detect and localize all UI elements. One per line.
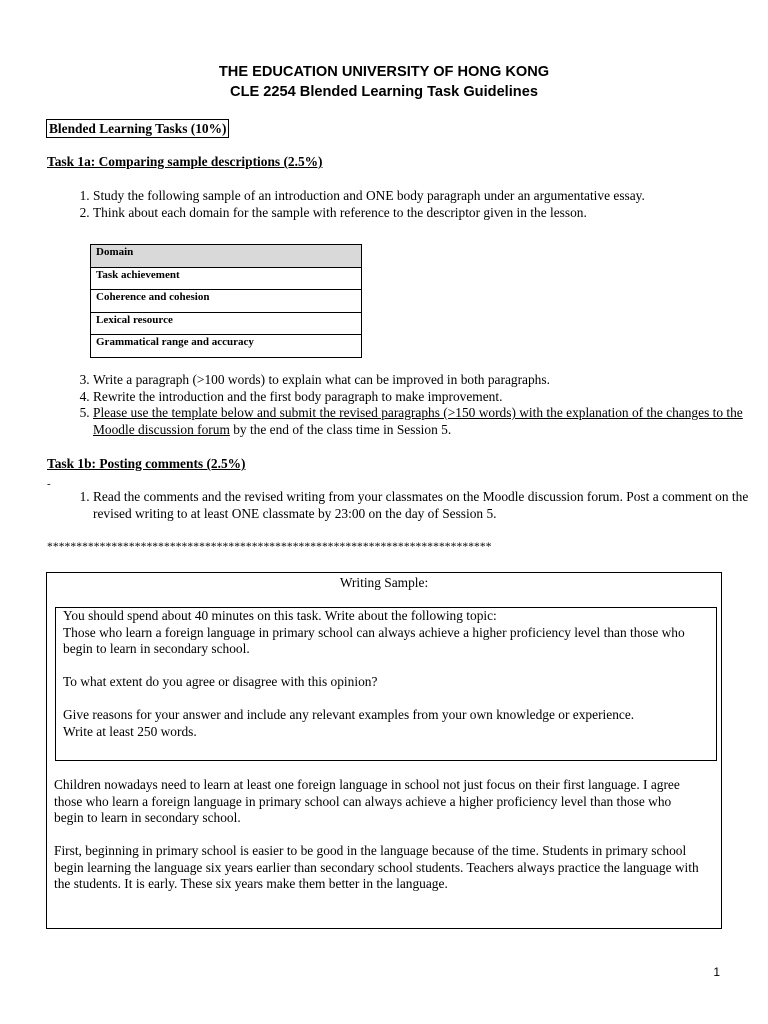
document-header	[0, 63, 768, 102]
course-title: CLE 2254 Blended Learning Task Guidelines	[230, 83, 538, 100]
task-1b-step-1: 1. Read the comments and the revised writing from your classmates on the Moodle discussion forum. Post a comment on the revised writing to at least ONE classmate by 23:00 on the day of Session 5.	[93, 489, 768, 522]
university-name: THE EDUCATION UNIVERSITY OF HONG KONG	[218, 64, 550, 80]
task-1a-steps-list-continued	[47, 372, 768, 438]
task-1a-step-3: 3. Write a paragraph (>100 words) to explain what can be improved in both paragraphs.	[93, 372, 768, 389]
task-1a-step-4: 4. Rewrite the introduction and the first body paragraph to make improvement.	[93, 389, 768, 406]
task-1b-heading: Task 1b: Posting comments (2.5%)	[47, 456, 246, 471]
prompt-instruction: You should spend about 40 minutes on this task. Write about the following topic:	[63, 608, 497, 623]
blended-learning-heading: Blended Learning Tasks (10%)	[46, 119, 229, 138]
prompt-word-count: Write at least 250 words.	[63, 723, 197, 739]
task-1a-step-2: 2. Think about each domain for the sample with reference to the descriptor given in the lesson.	[93, 205, 768, 222]
prompt-topic: Those who learn a foreign language in primary school can always achieve a higher proficiency level than those who begin to learn in secondary school.	[63, 624, 685, 656]
page-number: 1	[713, 965, 720, 979]
essay-paragraph-1: Children nowadays need to learn at least one foreign language in school not just focus on their first language. I agree those who learn a foreign language in primary school can always achieve a higher proficiency level than those who begin to learn in secondary school.	[54, 777, 680, 825]
task-1a-step-5	[93, 405, 768, 438]
writing-prompt-box	[55, 607, 717, 761]
task-1a-step-5-underlined: Please use the template below and submit the revised paragraphs (>150 words) with the explanation of the changes to the Moodle discussion forum	[93, 405, 743, 437]
task-1b-steps-list	[47, 489, 768, 522]
domain-row-grammar: Grammatical range and accuracy	[91, 335, 362, 358]
domain-table-header: Domain	[91, 245, 362, 268]
task-1a-step-1: 1. Study the following sample of an introduction and ONE body paragraph under an argumentative essay.	[93, 188, 768, 205]
domain-row-task-achievement: Task achievement	[91, 267, 362, 290]
asterisk-separator: ****************************************************************************	[47, 541, 492, 553]
task-1a-heading: Task 1a: Comparing sample descriptions (2.5%)	[47, 154, 323, 169]
task-1a-steps-list	[47, 188, 768, 221]
prompt-question: To what extent do you agree or disagree with this opinion?	[63, 674, 378, 689]
domain-row-coherence: Coherence and cohesion	[91, 290, 362, 313]
essay-text	[54, 777, 704, 893]
essay-paragraph-2: First, beginning in primary school is easier to be good in the language because of the time. Students in primary school begin learning the language six years earlier than secondary school students. Teachers always practice the language with the students. It is early. These six years make them better in the language.	[54, 843, 699, 891]
writing-sample-title: Writing Sample:	[339, 575, 429, 590]
domain-row-lexical: Lexical resource	[91, 312, 362, 335]
stray-dash: -	[47, 478, 51, 490]
prompt-reasons: Give reasons for your answer and include any relevant examples from your own knowledge or experience.	[63, 707, 635, 722]
domain-table	[90, 244, 362, 358]
writing-sample-box	[46, 572, 722, 929]
task-1a-step-5-rest: by the end of the class time in Session 5.	[229, 421, 452, 437]
